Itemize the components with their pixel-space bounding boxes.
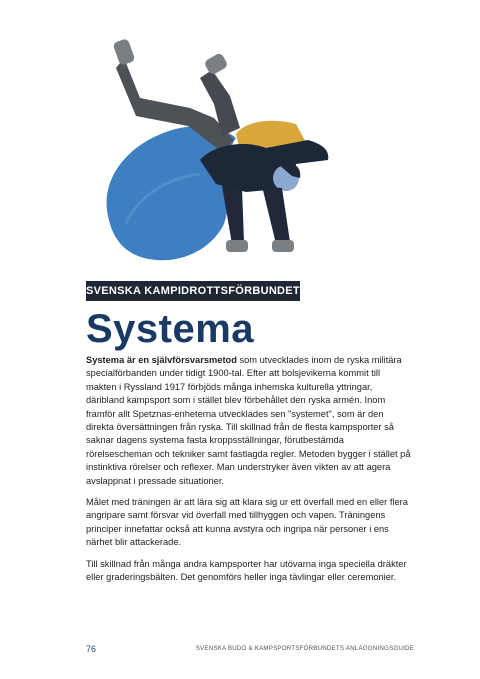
publication-title: SVENSKA BUDO & KAMPSPORTSFÖRBUNDETS ANLÄGGNINGSGUIDE — [195, 645, 414, 652]
shoe-right — [203, 52, 228, 76]
intro-lead: Systema är en självförsvarsmetod — [86, 355, 237, 365]
organization-tag: SVENSKA KAMPIDROTTSFÖRBUNDET — [86, 281, 300, 301]
shoe-standing-right — [272, 240, 294, 252]
paragraph-goal: Målet med träningen är att lära sig att klara sig ur ett överfall med en eller flera angripare samt försvar vid överfall med tillhyggen och vapen. Träningens principer innefattar också att kunna avstyra och ingripa när personer i ens närhet blir attackerade. — [86, 497, 408, 548]
page-title: Systema — [86, 307, 255, 351]
article-body — [86, 354, 411, 593]
page-number: 76 — [86, 644, 97, 654]
systema-throw-illustration — [96, 28, 346, 276]
paragraph-difference: Till skillnad från många andra kampsporter har utövarna inga speciella dräkter eller graderingsbälten. Det genomförs heller inga tävlingar eller ceremonier. — [86, 558, 407, 583]
shoe-left — [112, 38, 135, 66]
intro-text: som utvecklades inom de ryska militära specialförbanden under tidigt 1900-tal. Efter att bolsjevikerna kommit till makten i Ryssland 1917 förbjöds många inhemska kulturella yttringar, däribland kampsport som i stället blev förbehållet den ryska armén. Inom framför allt Spetznas-enheterna utvecklades sen "systemet", som är den direkta översättningen från ryska. Till skillnad från de flesta kampsporter så saknar dagens systema fasta kroppsställningar, förutbestämda rörelsescheman och tekniker samt fastlagda regler. Metoden bygger i stället på instinktiva rörelser och reflexer. Man understryker även vikten av att agera avslappnat i pressade situationer. — [86, 355, 411, 486]
standing-leg-right — [262, 186, 290, 244]
paragraph-intro — [86, 354, 411, 488]
shoe-standing-left — [226, 240, 248, 252]
